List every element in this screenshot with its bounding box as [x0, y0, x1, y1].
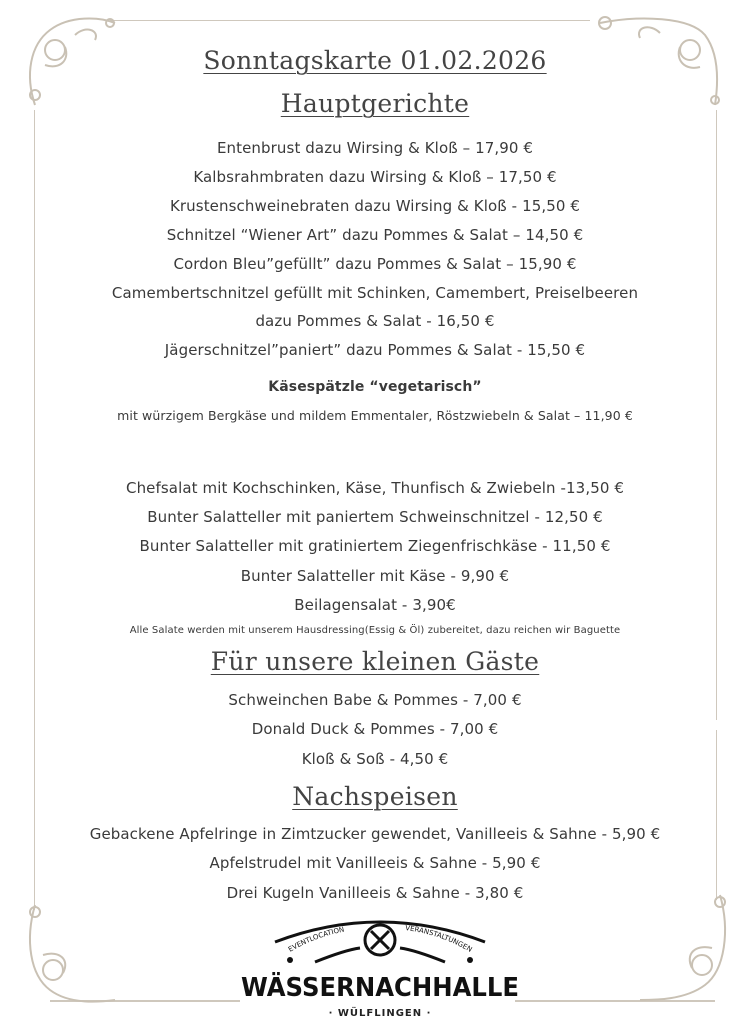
salad-item: Bunter Salatteller mit gratiniertem Ziegenfrischkäse - 11,50 €	[139, 537, 611, 555]
salad-item: Chefsalat mit Kochschinken, Käse, Thunfisch & Zwiebeln -13,50 €	[126, 479, 624, 497]
veg-title: Käsespätzle “vegetarisch”	[268, 379, 482, 395]
dessert-item: Apfelstrudel mit Vanilleeis & Sahne - 5,90 €	[209, 854, 541, 872]
logo-name: WÄSSERNACHHALLE	[241, 973, 539, 1003]
menu-item: dazu Pommes & Salat - 16,50 €	[255, 312, 495, 330]
salad-item: Beilagensalat - 3,90€	[294, 596, 456, 614]
dessert-item: Drei Kugeln Vanilleeis & Sahne - 3,80 €	[226, 884, 524, 902]
menu-item: Kalbsrahmbraten dazu Wirsing & Kloß – 17,50 €	[193, 168, 557, 186]
salad-note: Alle Salate werden mit unserem Hausdressing(Essig & Öl) zubereitet, dazu reichen wir Baguette	[129, 625, 621, 636]
salad-item: Bunter Salatteller mit paniertem Schweinschnitzel - 12,50 €	[147, 508, 603, 526]
heading-main: Hauptgerichte	[280, 89, 470, 118]
corner-ornament-bottom-right	[630, 890, 740, 1020]
page-title: Sonntagskarte 01.02.2026	[203, 46, 547, 75]
logo-place: · WÜLFLINGEN ·	[328, 1008, 432, 1019]
heading-kids: Für unsere kleinen Gäste	[210, 647, 540, 676]
kids-item: Kloß & Soß - 4,50 €	[301, 750, 449, 768]
veg-description: mit würzigem Bergkäse und mildem Emmentaler, Röstzwiebeln & Salat – 11,90 €	[117, 408, 633, 423]
logo-arc-right: VERANSTALTUNGEN	[404, 924, 474, 954]
corner-ornament-bottom-left	[15, 900, 125, 1020]
restaurant-logo	[220, 912, 540, 1024]
kids-item: Schweinchen Babe & Pommes - 7,00 €	[228, 691, 522, 709]
kids-item: Donald Duck & Pommes - 7,00 €	[251, 720, 499, 738]
salad-item: Bunter Salatteller mit Käse - 9,90 €	[240, 567, 510, 585]
menu-item: Entenbrust dazu Wirsing & Kloß – 17,90 €	[216, 139, 534, 157]
menu-item: Camembertschnitzel gefüllt mit Schinken, Camembert, Preiselbeeren	[111, 284, 639, 302]
menu-item: Schnitzel “Wiener Art” dazu Pommes & Salat – 14,50 €	[166, 226, 584, 244]
logo-arc-left: EVENTLOCATION	[286, 925, 345, 954]
menu-item: Cordon Bleu”gefüllt” dazu Pommes & Salat – 15,90 €	[173, 255, 577, 273]
menu-item: Krustenschweinebraten dazu Wirsing & Kloß - 15,50 €	[169, 197, 581, 215]
menu-item: Jägerschnitzel”paniert” dazu Pommes & Salat - 15,50 €	[164, 341, 586, 359]
frame-top-line	[110, 20, 590, 21]
dessert-item: Gebackene Apfelringe in Zimtzucker gewendet, Vanilleeis & Sahne - 5,90 €	[89, 825, 661, 843]
heading-desserts: Nachspeisen	[292, 782, 458, 811]
